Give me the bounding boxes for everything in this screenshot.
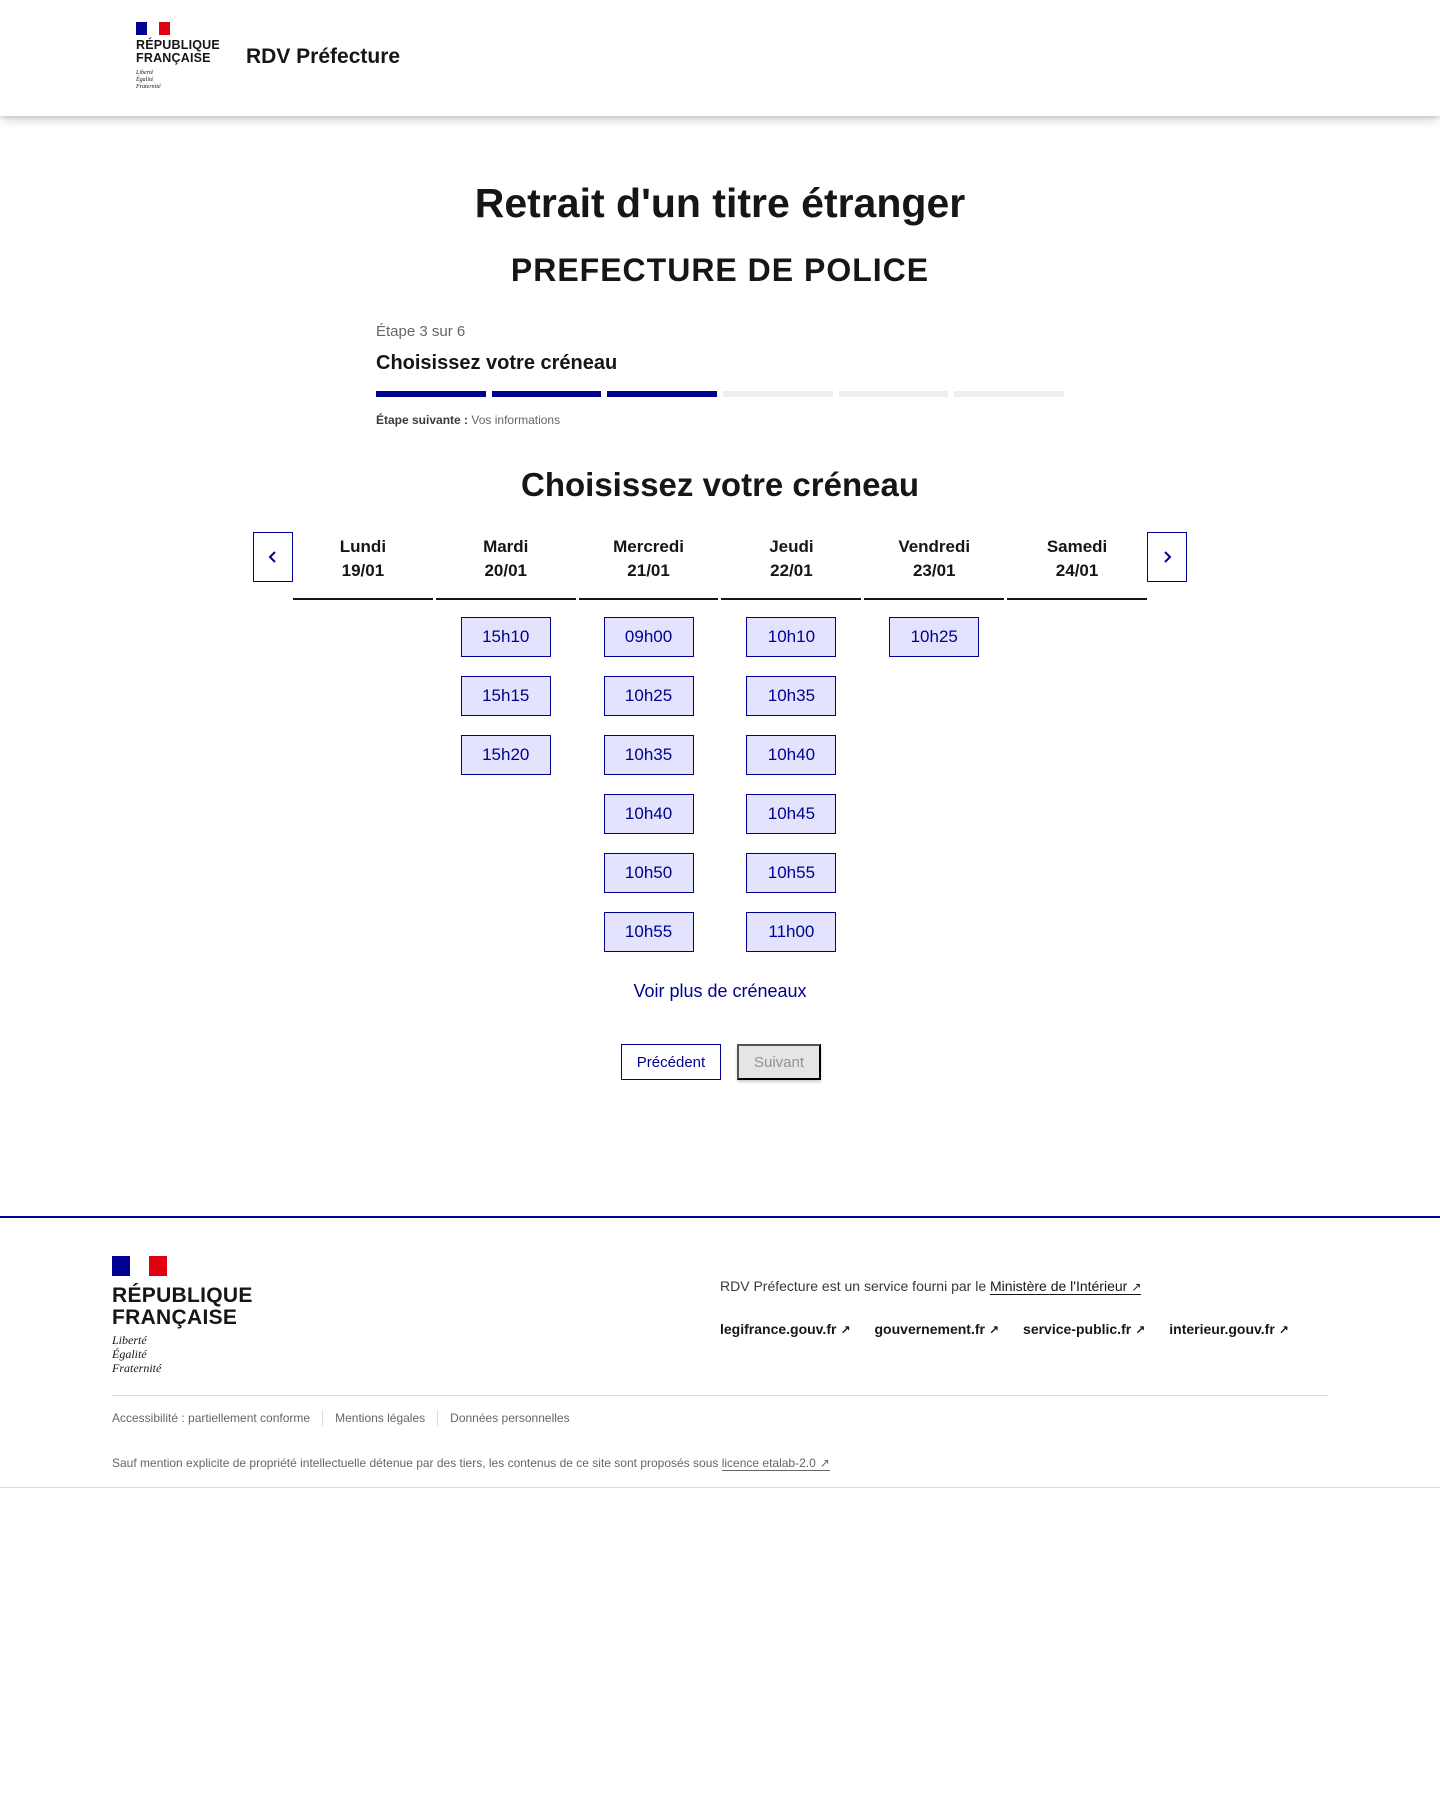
page-title: Retrait d'un titre étranger (474, 180, 966, 226)
time-slot-button[interactable]: 11h00 (746, 912, 836, 952)
time-slot-button[interactable]: 10h25 (604, 676, 694, 716)
marianne-flag-icon (112, 1256, 167, 1276)
footer-devise-fraternite: Fraternité (112, 1361, 162, 1375)
external-link-icon: ↗ (1278, 1323, 1289, 1337)
external-link-icon: ↗ (819, 1456, 830, 1470)
page-subtitle: PREFECTURE DE POLICE (510, 252, 930, 288)
stepper (376, 323, 1064, 427)
day-column (293, 532, 433, 971)
ministere-link-label: Ministère de l'Intérieur (990, 1278, 1128, 1294)
day-header (1007, 532, 1147, 600)
footer-bottom-separator (437, 1410, 438, 1426)
external-link-icon: ↗ (840, 1323, 851, 1337)
logo-text (136, 39, 222, 65)
day-date: 24/01 (1055, 561, 1099, 580)
day-name: Mardi (483, 537, 529, 556)
time-slot-button[interactable]: 10h40 (746, 735, 836, 775)
service-prefix: RDV Préfecture est un service fourni par le (720, 1278, 987, 1294)
day-name: Vendredi (898, 537, 971, 556)
time-slot-button[interactable]: 09h00 (604, 617, 694, 657)
day-header (293, 532, 433, 600)
day-column (579, 532, 719, 971)
license-link[interactable] (722, 1456, 830, 1471)
day-column (864, 532, 1004, 971)
day-name: Jeudi (769, 537, 814, 556)
footer-devise-liberte: Liberté (112, 1333, 147, 1347)
next-week-button[interactable] (1147, 532, 1187, 582)
day-date: 21/01 (627, 561, 670, 580)
footer-logo[interactable] (112, 1256, 253, 1375)
footer-bottom-link[interactable]: Accessibilité : partiellement conforme (112, 1411, 311, 1425)
chevron-right-icon (1160, 544, 1174, 570)
time-slot-button[interactable]: 10h40 (604, 794, 694, 834)
devise-liberte: Liberté (136, 70, 154, 76)
footer-link-label: gouvernement.fr (874, 1321, 985, 1337)
day-date: 22/01 (770, 561, 813, 580)
step-next-value: Vos informations (471, 413, 561, 427)
ministere-link[interactable] (990, 1278, 1141, 1295)
day-date: 19/01 (341, 561, 385, 580)
footer-license (112, 1456, 830, 1470)
devise-fraternite: Fraternité (136, 84, 161, 90)
day-header (721, 532, 861, 600)
footer-logo-line-1: RÉPUBLIQUE (112, 1284, 253, 1307)
day-name: Mercredi (613, 537, 684, 556)
day-name: Lundi (339, 537, 387, 556)
footer-link[interactable] (720, 1321, 851, 1337)
step-state: Étape 3 sur 6 (376, 323, 466, 340)
time-slot-button[interactable]: 10h10 (746, 617, 836, 657)
site-header (0, 0, 1440, 116)
slot-list (721, 600, 861, 971)
time-slot-button[interactable]: 10h35 (746, 676, 836, 716)
step-progress-bar (376, 391, 1064, 397)
day-header (579, 532, 719, 600)
step-next-label: Étape suivante : (376, 413, 469, 427)
footer-link[interactable] (1023, 1321, 1145, 1337)
footer-bottom-link[interactable]: Données personnelles (450, 1411, 570, 1425)
logo-line-1: RÉPUBLIQUE (136, 38, 220, 52)
marianne-flag-icon (136, 22, 170, 35)
time-slot-button[interactable]: 15h15 (461, 676, 551, 716)
step-bar (954, 391, 1064, 397)
day-header (864, 532, 1004, 600)
slot-list (436, 600, 576, 794)
footer-bottom-separator (322, 1410, 323, 1426)
external-link-icon: ↗ (1131, 1280, 1142, 1294)
calendar-days (293, 532, 1147, 971)
step-bar (839, 391, 949, 397)
footer-logo-line-2: FRANÇAISE (112, 1306, 238, 1329)
license-link-label: licence etalab-2.0 (721, 1456, 816, 1470)
footer-link-label: interieur.gouv.fr (1169, 1321, 1275, 1337)
footer-bottom-links (112, 1410, 570, 1426)
day-column (436, 532, 576, 971)
footer-service-text (720, 1278, 1141, 1294)
form-actions (621, 1044, 821, 1080)
footer-divider (112, 1395, 1328, 1396)
footer-devise (112, 1333, 253, 1375)
step-bar (492, 391, 602, 397)
external-link-icon: ↗ (988, 1323, 1000, 1337)
day-name: Samedi (1046, 537, 1108, 556)
step-next (376, 413, 1064, 427)
footer-link[interactable] (1169, 1321, 1289, 1337)
slot-list (1007, 600, 1147, 617)
footer-links (720, 1321, 1289, 1337)
license-prefix: Sauf mention explicite de propriété intellectuelle détenue par des tiers, les contenus de ce site sont proposés sous (112, 1456, 719, 1470)
calendar-title: Choisissez votre créneau (521, 466, 919, 503)
time-slot-button[interactable]: 10h55 (746, 853, 836, 893)
chevron-left-icon (266, 544, 280, 570)
next-button[interactable]: Suivant (737, 1044, 821, 1080)
time-slot-button[interactable]: 10h45 (746, 794, 836, 834)
day-header (436, 532, 576, 600)
step-bar (607, 391, 717, 397)
more-slots-link[interactable]: Voir plus de créneaux (633, 981, 807, 1001)
footer-link[interactable] (875, 1321, 1000, 1337)
footer-link-label: service-public.fr (1023, 1321, 1132, 1337)
slot-list (579, 600, 719, 971)
logo-line-2: FRANÇAISE (136, 51, 211, 65)
time-slot-button[interactable]: 10h50 (604, 853, 694, 893)
time-slot-button[interactable]: 10h35 (604, 735, 694, 775)
footer-logo-text (112, 1285, 253, 1329)
day-date: 23/01 (912, 561, 956, 580)
footer-link-label: legifrance.gouv.fr (720, 1321, 837, 1337)
slot-list (864, 600, 1004, 676)
day-column (721, 532, 861, 971)
time-slot-button[interactable]: 10h55 (604, 912, 694, 952)
site-footer (0, 1216, 1440, 1488)
republique-francaise-logo[interactable] (136, 22, 222, 91)
day-date: 20/01 (484, 561, 528, 580)
time-slot-button[interactable]: 10h25 (889, 617, 979, 657)
step-bar (376, 391, 486, 397)
devise (136, 70, 222, 91)
slot-list (293, 600, 433, 617)
devise-egalite: Égalité (136, 77, 154, 83)
external-link-icon: ↗ (1135, 1323, 1146, 1337)
previous-week-button[interactable] (253, 532, 293, 582)
time-slot-button[interactable]: 15h20 (461, 735, 551, 775)
service-title[interactable]: RDV Préfecture (246, 45, 401, 68)
footer-bottom-link[interactable]: Mentions légales (335, 1411, 426, 1425)
time-slot-button[interactable]: 15h10 (461, 617, 551, 657)
footer-devise-egalite: Égalité (112, 1347, 147, 1361)
previous-button[interactable]: Précédent (621, 1044, 721, 1080)
step-bar (723, 391, 833, 397)
day-column (1007, 532, 1147, 971)
step-title: Choisissez votre créneau (376, 352, 618, 374)
